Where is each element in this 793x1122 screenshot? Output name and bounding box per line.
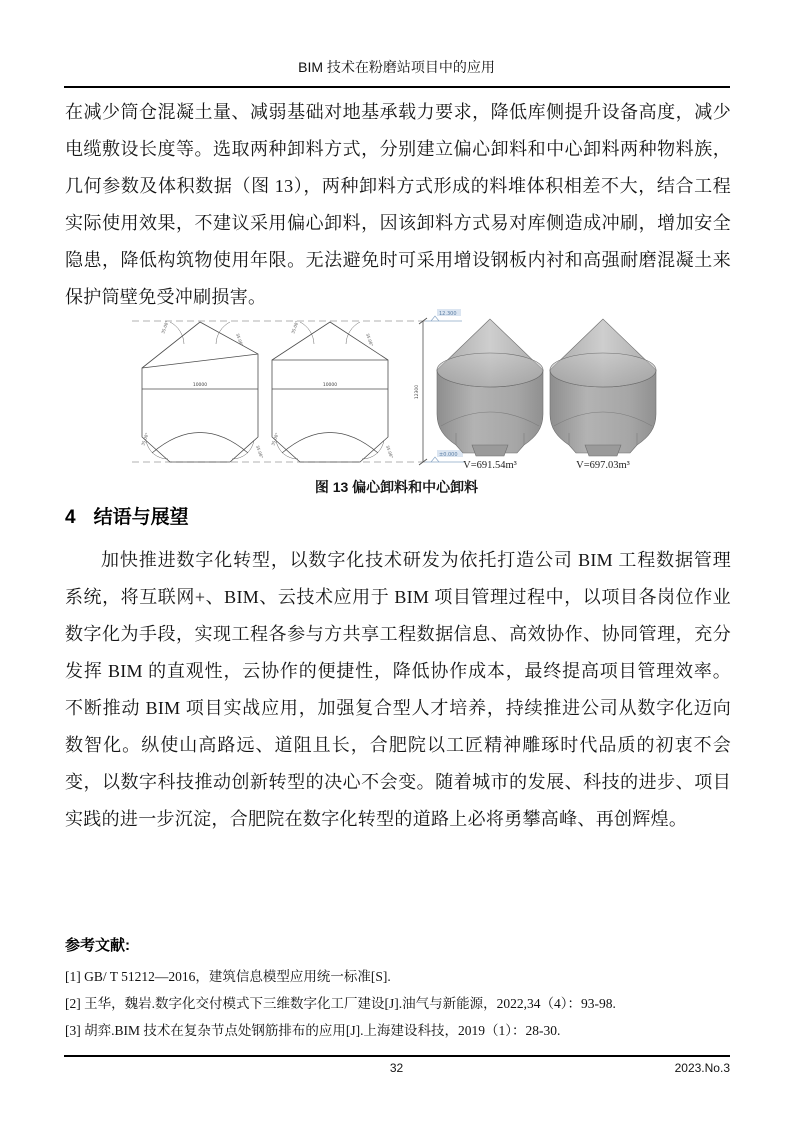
issue-label: 2023.No.3 <box>674 1061 730 1075</box>
figure-13-svg <box>126 306 742 476</box>
volume-label-center: V=697.03m³ <box>576 460 630 471</box>
width-dimension-label: 10000 <box>192 383 208 388</box>
height-dimension-label: 12300 <box>415 384 420 400</box>
angle-label: 35.08° <box>255 444 265 459</box>
elevation-marker-top <box>425 309 462 321</box>
section-heading-conclusion <box>65 502 189 529</box>
angle-label: 35.08° <box>385 444 395 459</box>
references-heading: 参考文献: <box>65 937 130 954</box>
silo-3d-eccentric <box>437 319 543 456</box>
elevation-top-label: 12.300 <box>439 311 457 317</box>
section-title: 结语与展望 <box>93 507 189 528</box>
reference-item: [1] GB/ T 51212—2016，建筑信息模型应用统一标准[S]. <box>65 969 391 984</box>
footer-rule <box>64 1055 730 1057</box>
width-dimension-label: 10000 <box>322 383 338 388</box>
angle-label: 35.08° <box>270 431 280 447</box>
volume-label-eccentric: V=691.54m³ <box>463 460 517 471</box>
figure-13-caption: 图 13 偏心卸料和中心卸料 <box>314 479 479 495</box>
section-number: 4 <box>65 507 76 528</box>
silo-3d-center <box>550 319 656 456</box>
running-header-title: BIM 技术在粉磨站项目中的应用 <box>298 59 495 75</box>
paragraph-conclusion: 加快推进数字化转型，以数字化技术研发为依托打造公司 BIM 工程数据管理系统，将互联网+、BIM、云技术应用于 BIM 项目管理过程中，以项目各岗位作业数字化为手段，实现工程各参与方共享工程数据信息、高效协作、协同管理，充分发挥 BIM 的直观性，云协作的便捷性，降低协作成本，最终提高项目管理效率。不断推动 BIM 项目实战应用，加强复合型人才培养，持续推进公司从数字化迈向数智化。纵使山高路远、道阻且长，合肥院以工匠精神雕琢时代品质的初衷不会变，以数字科技推动创新转型的决心不会变。随着城市的发展、科技的进步、项目实践的进一步沉淀，合肥院在数字化转型的道路上必将勇攀高峰、再创辉煌。 <box>65 550 731 829</box>
paragraph-silo-discharge: 在减少筒仓混凝土量、减弱基础对地基承载力要求，降低库侧提升设备高度，减少电缆敷设长度等。选取两种卸料方式，分别建立偏心卸料和中心卸料两种物料族，几何参数及体积数据（图 13），两种卸料方式形成的料堆体积相差不大，结合工程实际使用效果，不建议采用偏心卸料，因该卸料方式易对库侧造成冲刷，增加安全隐患，降低构筑物使用年限。无法避免时可采用增设钢板内衬和高强耐磨混凝土来保护筒壁免受冲刷损害。 <box>65 102 731 307</box>
angle-label: 35.08° <box>290 319 300 335</box>
height-dimension-line <box>419 318 427 465</box>
elevation-bottom-label: ±0.000 <box>439 452 458 458</box>
header-rule <box>64 86 730 88</box>
reference-item: [2] 王华，魏岩.数字化交付模式下三维数字化工厂建设[J].油气与新能源，2022,34（4）：93-98. <box>65 996 616 1011</box>
page-number: 32 <box>389 1061 404 1075</box>
angle-label: 35.08° <box>365 332 375 347</box>
angle-label: 35.08° <box>140 431 150 447</box>
elevation-marker-bottom <box>425 450 464 462</box>
figure-13-image <box>126 306 742 476</box>
references-section <box>65 934 731 1044</box>
reference-item: [3] 胡弈.BIM 技术在复杂节点处钢筋排布的应用[J].上海建设科技，2019（1）：28-30. <box>65 1023 561 1038</box>
angle-label: 35.08° <box>160 319 170 335</box>
angle-label: 35.08° <box>235 332 245 347</box>
